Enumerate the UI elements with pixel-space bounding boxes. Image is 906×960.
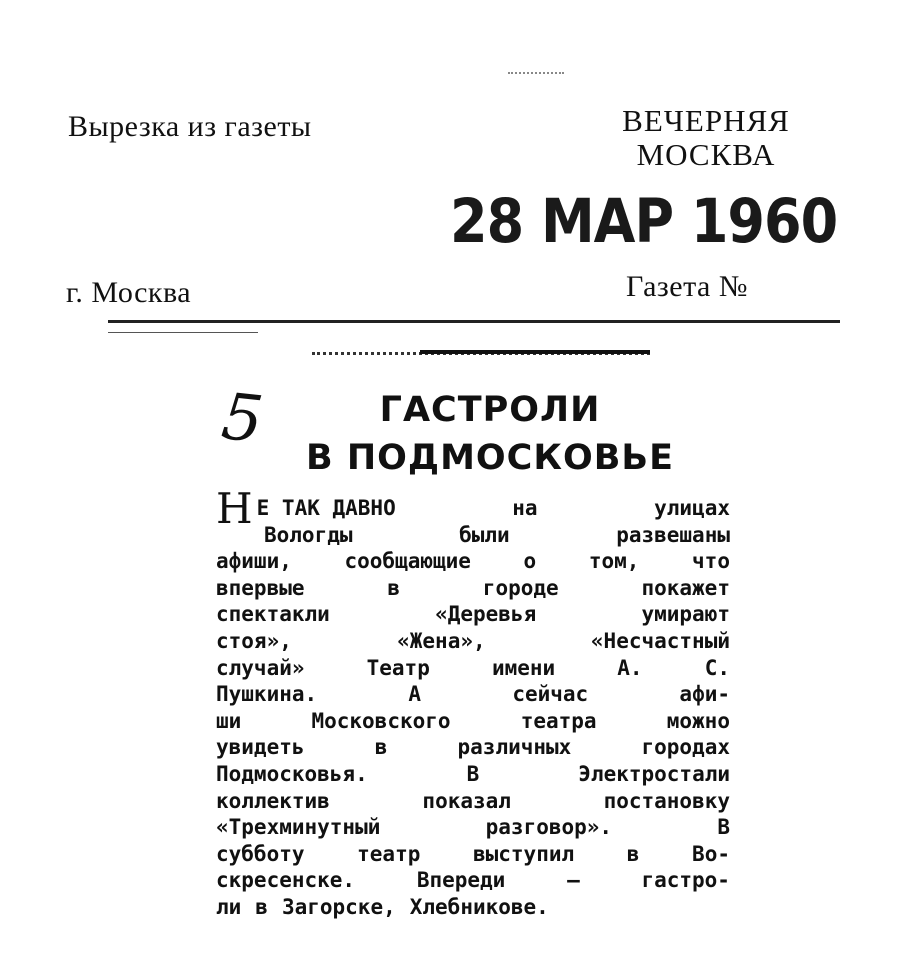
article-word: разговор». (485, 815, 613, 840)
article-word: улицах (654, 496, 730, 520)
article-word: театр (357, 841, 421, 866)
article-line (216, 788, 730, 815)
article-line (216, 575, 730, 602)
article-line (216, 522, 730, 549)
header-divider (108, 320, 840, 323)
article-word: Впереди (416, 868, 506, 893)
article-word: субботу (216, 841, 305, 866)
newspaper-name-line1: ВЕЧЕРНЯЯ (622, 103, 790, 138)
article-word: Московского (311, 708, 451, 733)
article-word: покажет (641, 575, 730, 600)
article-word: постановку (603, 788, 730, 813)
article-word: В (717, 815, 730, 840)
article-line (216, 841, 730, 868)
article-word: спектакли (216, 602, 330, 627)
article-word: афиши, (216, 549, 292, 574)
article-first-word-group (216, 483, 396, 533)
article-word: Хлебникове. (409, 894, 549, 919)
article-line (216, 681, 730, 708)
article-word: Загорске, (281, 894, 396, 919)
article-line (216, 628, 730, 655)
article-word: Театр (366, 655, 430, 680)
article-word: С. (704, 655, 730, 680)
article-line (216, 601, 730, 628)
article-word: афи- (679, 682, 730, 707)
article-word: сейчас (512, 682, 589, 707)
article-word: Во- (692, 841, 730, 866)
scan-artifact-dots (508, 72, 564, 74)
article-word: «Деревья (435, 602, 537, 627)
article-divider-bar (420, 350, 650, 354)
article-word: выступил (472, 841, 575, 866)
article-word: А (408, 682, 422, 707)
article-word: в (626, 841, 640, 866)
article-word: В (466, 761, 480, 786)
article-word: показал (422, 788, 511, 813)
article-word: театра (520, 708, 597, 733)
article-word: были (459, 522, 510, 547)
article-word: Е ТАК ДАВНО (256, 496, 396, 520)
article-line (216, 814, 730, 841)
article-word: в (374, 735, 388, 760)
article-line (216, 867, 730, 894)
article-word: увидеть (216, 735, 305, 760)
city-label: г. Москва (66, 276, 192, 309)
header-divider-thin (108, 332, 258, 333)
article-word: на (512, 496, 538, 520)
article-word: коллектив (216, 788, 330, 813)
article-word: гастро- (641, 868, 730, 893)
article-word: о (523, 549, 537, 574)
article-word: Электростали (578, 761, 730, 786)
article-body (216, 483, 730, 921)
article-word: умирают (641, 602, 730, 627)
article-word: ли (216, 894, 242, 919)
article-word: Вологды (264, 522, 353, 547)
date-stamp: 28 МАР 1960 (450, 186, 838, 257)
article-word: имени (491, 655, 556, 680)
article-word: городе (482, 575, 559, 600)
article-word: городах (641, 735, 730, 760)
article-word: ши (216, 708, 242, 733)
article-word: впервые (216, 575, 305, 600)
article-word: — (567, 868, 580, 893)
article-word: том, (588, 549, 640, 574)
article-word: стоя», (216, 628, 292, 653)
headline-line1: ГАСТРОЛИ (379, 390, 601, 430)
article-word: «Трехминутный (216, 815, 381, 840)
article-word: можно (666, 708, 730, 733)
article-word: случай» (216, 655, 305, 680)
clipping-label: Вырезка из газеты (68, 110, 312, 143)
article-dropcap: Н (216, 483, 253, 533)
gazeta-number-label: Газета № (626, 270, 748, 303)
article-word: в (255, 894, 268, 919)
article-word: Подмосковья. (216, 761, 368, 786)
article-line (216, 655, 730, 682)
article-word: «Несчастный (590, 628, 730, 653)
article-word: развешаны (616, 522, 730, 547)
article-word: «Жена», (397, 628, 486, 653)
article-line (216, 548, 730, 575)
newspaper-name-line2: МОСКВА (636, 137, 776, 172)
article-word: сообщающие (344, 549, 471, 574)
article-line (216, 734, 730, 761)
article-line (216, 483, 730, 533)
article-word: различных (457, 735, 572, 760)
article-line (216, 761, 730, 788)
article-line (216, 708, 730, 735)
article-word: скресенске. (216, 868, 356, 893)
article-word: Пушкина. (216, 682, 318, 707)
handwritten-margin-number: 5 (218, 380, 267, 458)
article-line (216, 894, 730, 921)
headline-line2: В ПОДМОСКОВЬЕ (306, 438, 674, 478)
article-word: в (387, 575, 400, 600)
article-word: что (692, 549, 730, 574)
newspaper-name (596, 104, 816, 172)
article-headline (270, 386, 710, 482)
article-word: А. (617, 655, 643, 680)
